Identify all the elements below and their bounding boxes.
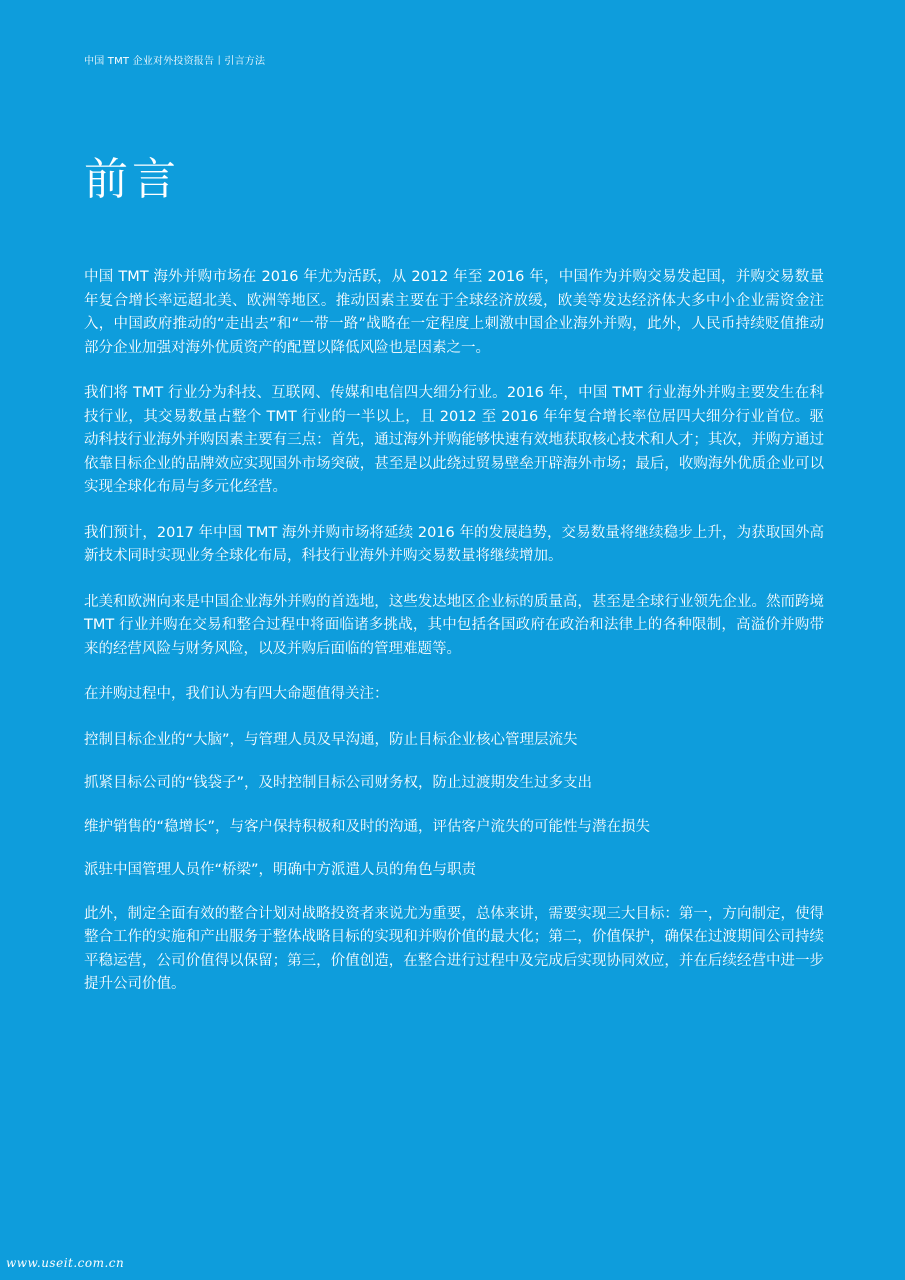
paragraph-points-intro: 在并购过程中，我们认为有四大命题值得关注： xyxy=(84,686,389,702)
body-text xyxy=(84,266,824,1019)
paragraph-segments: 我们将 TMT 行业分为科技、互联网、传媒和电信四大细分行业。2016 年，中国 TMT 行业海外并购主要发生在科技行业，其交易数量占整个 TMT 行业的一半以上，且 2012 至 2016 年年复合增长率位居四大细分行业首位。驱动科技行业海外并购因素主要有三点：首先，通过海外并购能够快速有效地获取核心技术和人才；其次，并购方通过依靠目标企业的品牌效应实现国外市场突破，甚至是以此绕过贸易壁垒开辟海外市场；最后，收购海外优质企业可以实现全球化布局与多元化经营。 xyxy=(84,385,824,495)
paragraph-integration: 此外，制定全面有效的整合计划对战略投资者来说尤为重要，总体来讲，需要实现三大目标：第一，方向制定，使得整合工作的实施和产出服务于整体战略目标的实现和并购价值的最大化；第二，价值保护，确保在过渡期间公司持续平稳运营，公司价值得以保留；第三，价值创造，在整合进行过程中及完成后实现协同效应，并在后续经营中进一步提升公司价值。 xyxy=(84,905,824,992)
key-point-item: 派驻中国管理人员作“桥梁”，明确中方派遣人员的角色与职责 xyxy=(84,862,477,878)
page-title: 前言 xyxy=(84,154,180,205)
key-point-item: 维护销售的“稳增长”，与客户保持积极和及时的沟通，评估客户流失的可能性与潜在损失 xyxy=(84,818,651,835)
running-header: 中国 TMT 企业对外投资报告丨引言方法 xyxy=(84,56,266,67)
paragraph-forecast: 我们预计，2017 年中国 TMT 海外并购市场将延续 2016 年的发展趋势，交易数量将继续稳步上升，为获取国外高新技术同时实现业务全球化布局，科技行业海外并购交易数量将继续增加。 xyxy=(84,524,824,564)
paragraph-challenges: 北美和欧洲向来是中国企业海外并购的首选地，这些发达地区企业标的质量高，甚至是全球行业领先企业。然而跨境 TMT 行业并购在交易和整合过程中将面临诸多挑战，其中包括各国政府在政治和法律上的各种限制，高溢价并购带来的经营风险与财务风险，以及并购后面临的管理难题等。 xyxy=(84,593,824,657)
watermark: www.useit.com.cn xyxy=(6,1256,125,1270)
key-point-item: 控制目标企业的“大脑”，与管理人员及早沟通，防止目标企业核心管理层流失 xyxy=(84,731,578,748)
key-point-item: 抓紧目标公司的“钱袋子”，及时控制目标公司财务权，防止过渡期发生过多支出 xyxy=(84,775,593,791)
paragraph-market-overview: 中国 TMT 海外并购市场在 2016 年尤为活跃，从 2012 年至 2016 年，中国作为并购交易发起国，并购交易数量年复合增长率远超北美、欧洲等地区。推动因素主要在于全球经济放缓，欧美等发达经济体大多中小企业需资金注入，中国政府推动的“走出去”和“一带一路”战略在一定程度上刺激中国企业海外并购，此外，人民币持续贬值推动部分企业加强对海外优质资产的配置以降低风险也是因素之一。 xyxy=(84,269,824,356)
